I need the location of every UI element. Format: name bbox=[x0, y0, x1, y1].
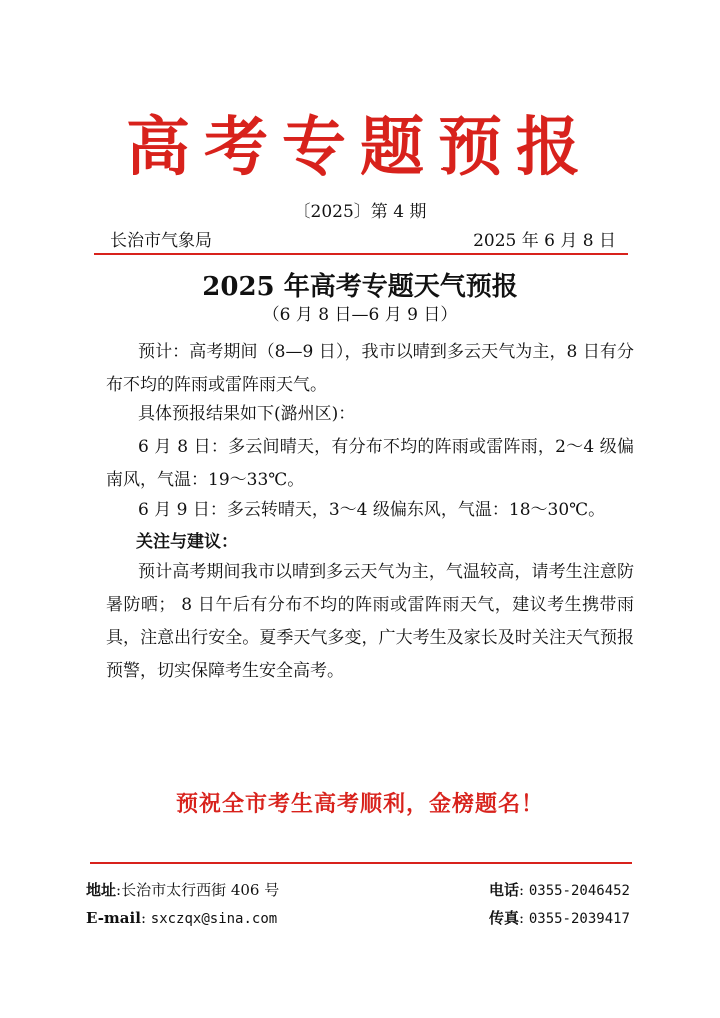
fax-value: 0355-2039417 bbox=[528, 911, 630, 927]
issue-date: 2025 年 6 月 8 日 bbox=[473, 231, 616, 251]
address-label: 地址 bbox=[86, 881, 117, 899]
footer-address bbox=[86, 878, 279, 902]
day1-forecast-text: 6 月 8 日：多云间晴天，有分布不均的阵雨或雷阵雨，2～4 级偏南风，气温：19～33℃。 bbox=[106, 437, 634, 490]
article-subtitle: （6 月 8 日—6 月 9 日） bbox=[262, 305, 458, 325]
email-colon: : bbox=[140, 909, 151, 927]
details-intro-paragraph bbox=[106, 398, 634, 431]
address-colon: : bbox=[116, 881, 122, 899]
day2-forecast-text: 6 月 9 日：多云转晴天，3～4 级偏东风，气温：18～30℃。 bbox=[138, 500, 606, 520]
issue-number: 〔2025〕第 4 期 bbox=[293, 202, 427, 222]
footer-phone bbox=[489, 878, 630, 903]
email-value[interactable]: sxczqx@sina.com bbox=[150, 911, 278, 927]
footer-divider bbox=[90, 862, 632, 864]
phone-colon: : bbox=[519, 881, 529, 899]
summary-text: 预计：高考期间（8—9 日），我市以晴到多云天气为主，8 日有分布不均的阵雨或雷阵雨天气。 bbox=[106, 342, 634, 395]
day2-forecast-paragraph bbox=[106, 494, 634, 527]
advice-heading: 关注与建议： bbox=[136, 532, 238, 552]
phone-label: 电话 bbox=[489, 881, 520, 899]
issuer-name: 长治市气象局 bbox=[110, 231, 212, 251]
masthead-title: 高考专题预报 bbox=[126, 110, 594, 185]
day1-forecast-paragraph bbox=[106, 431, 634, 497]
header-divider bbox=[94, 253, 628, 255]
footer-fax bbox=[489, 906, 630, 931]
advice-text: 预计高考期间我市以晴到多云天气为主，气温较高，请考生注意防暑防晒； 8 日午后有分布不均的阵雨或雷阵雨天气，建议考生携带雨具，注意出行安全。夏季天气多变，广大考生及家长及时关注天气预报预警，切实保障考生安全高考。 bbox=[106, 562, 634, 681]
address-value: 长治市太行西街 406 号 bbox=[121, 881, 280, 899]
footer-email bbox=[86, 906, 277, 931]
closing-wish: 预祝全市考生高考顺利，金榜题名！ bbox=[175, 791, 544, 817]
article-title: 2025 年高考专题天气预报 bbox=[202, 272, 518, 302]
fax-label: 传真 bbox=[489, 909, 520, 927]
details-intro-text: 具体预报结果如下(潞州区)： bbox=[138, 404, 356, 424]
email-label: E-mail bbox=[86, 909, 141, 927]
phone-value: 0355-2046452 bbox=[528, 883, 630, 899]
fax-colon: : bbox=[519, 909, 529, 927]
advice-paragraph bbox=[106, 556, 634, 688]
summary-paragraph bbox=[106, 336, 634, 402]
